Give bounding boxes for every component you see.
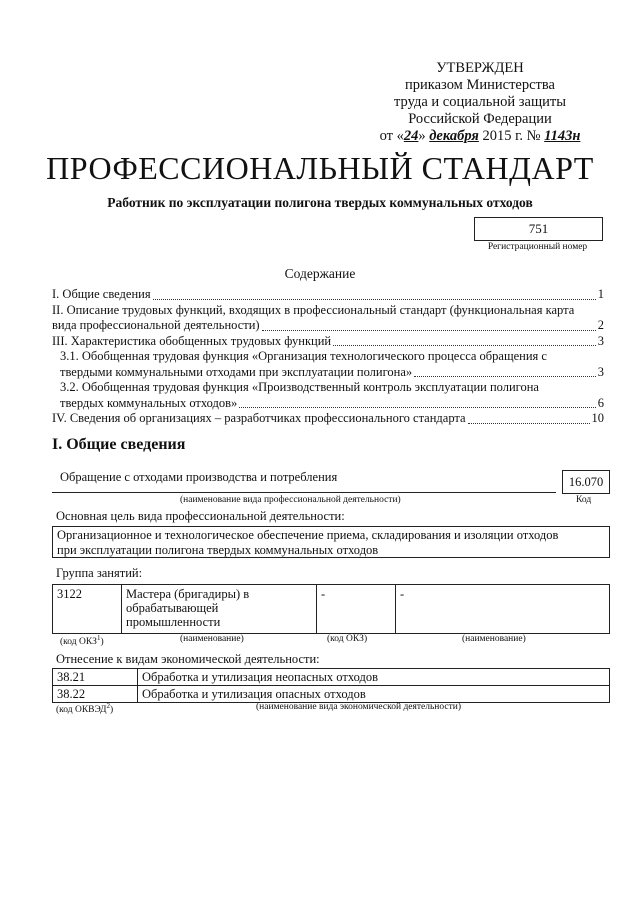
standard-subtitle: Работник по эксплуатации полигона твердых коммунальных отходов	[107, 195, 533, 210]
okz-code: 3122	[53, 585, 122, 634]
order-year: 2015 г. №	[482, 128, 541, 144]
activity-name: Обращение с отходами производства и потребления	[60, 470, 338, 484]
approval-line: приказом Министерства	[405, 77, 555, 93]
section-heading: I. Общие сведения	[52, 436, 186, 453]
approval-line: труда и социальной защиты	[394, 94, 566, 110]
order-day: 24	[403, 128, 419, 144]
okved-code: 38.21	[53, 669, 138, 686]
activity-name-caption: (наименование вида профессиональной деятельности)	[180, 495, 401, 505]
okz-code: -	[317, 585, 396, 634]
okz-code-caption: (код ОКЗ$^1$)	[60, 634, 104, 648]
approval-block	[330, 60, 630, 145]
order-line: от «24» декабря 2015 г. № 1143н	[379, 128, 581, 144]
registration-number: 751	[474, 217, 603, 241]
okz-name: Мастера (бригадиры) в обрабатывающей промышленности	[122, 585, 317, 634]
occupation-table	[52, 584, 610, 634]
page-title: ПРОФЕССИОНАЛЬНЫЙ СТАНДАРТ	[46, 150, 594, 186]
okz-code-caption: (код ОКЗ)	[327, 634, 368, 644]
goal-label: Основная цель вида профессиональной деятельности:	[56, 509, 345, 523]
table-row	[53, 585, 610, 634]
occupation-label: Группа занятий:	[56, 566, 143, 580]
toc-item[interactable]: 3.2. Обобщенная трудовая функция «Производственный контроль эксплуатации полигона твердых коммунальных отходов» 6	[60, 380, 604, 410]
table-of-contents	[52, 287, 604, 427]
okved-code-caption: (код ОКВЭД$^2$)	[56, 702, 114, 716]
activity-code-caption: Код	[576, 495, 592, 505]
table-row	[53, 669, 610, 686]
order-month: декабря	[429, 128, 479, 144]
divider	[52, 492, 556, 493]
okved-name-caption: (наименование вида экономической деятельности)	[256, 702, 461, 712]
toc-item[interactable]: IV. Сведения об организациях – разработчиках профессионального стандарта 10	[52, 411, 604, 425]
okz-name-caption: (наименование)	[462, 634, 526, 644]
registration-label: Регистрационный номер	[487, 242, 588, 252]
okz-name: -	[396, 585, 610, 634]
okved-name: Обработка и утилизация опасных отходов	[138, 686, 610, 703]
okz-name-caption: (наименование)	[180, 634, 244, 644]
toc-item[interactable]: III. Характеристика обобщенных трудовых функций 3	[52, 333, 604, 348]
order-number: 1143н	[544, 128, 581, 144]
approval-line: Российской Федерации	[408, 111, 552, 127]
okved-label: Отнесение к видам экономической деятельности:	[56, 652, 320, 666]
okved-code: 38.22	[53, 686, 138, 703]
goal-text: при эксплуатации полигона твердых коммунальных отходов	[57, 543, 379, 557]
toc-item[interactable]: 3.1. Обобщенная трудовая функция «Организация технологического процесса обращения с твердыми коммунальными отходами при эксплуатации полигона» 3	[60, 349, 604, 379]
table-row	[53, 686, 610, 703]
toc-item[interactable]: II. Описание трудовых функций, входящих в профессиональный стандарт (функциональная карта вида профессиональной деятельности) 2	[52, 302, 604, 332]
goal-box	[52, 526, 610, 558]
contents-heading: Содержание	[284, 266, 356, 281]
goal-text: Организационное и технологическое обеспечение приема, складирования и изоляции отходов	[57, 528, 559, 542]
okved-name: Обработка и утилизация неопасных отходов	[138, 669, 610, 686]
approval-heading: УТВЕРЖДЕН	[436, 60, 524, 76]
toc-item[interactable]: I. Общие сведения 1	[52, 287, 604, 301]
okved-table	[52, 668, 610, 703]
activity-code: 16.070	[562, 470, 610, 494]
